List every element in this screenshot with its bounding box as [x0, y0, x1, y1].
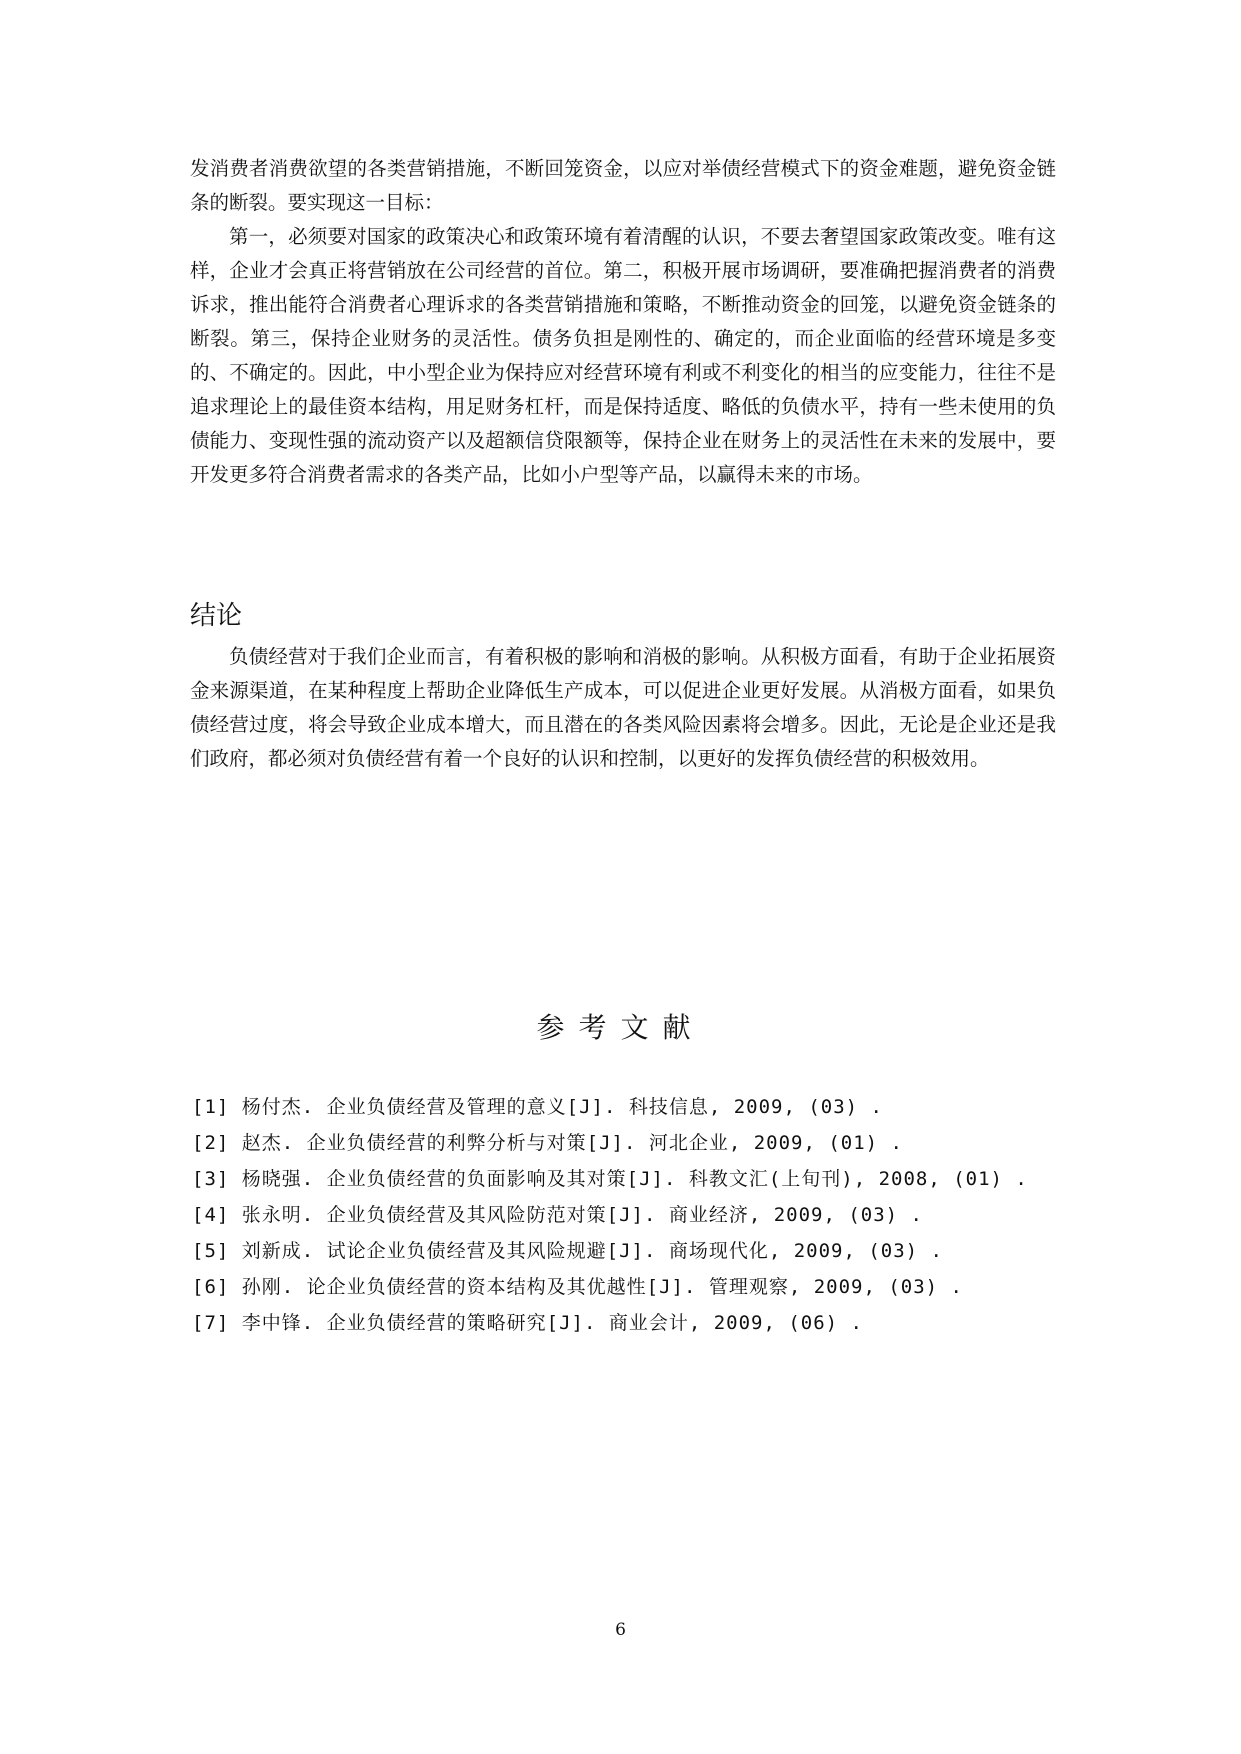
reference-list: [192, 1089, 1092, 1341]
references-title: 参考文献: [536, 1011, 705, 1044]
page-number: 6: [615, 1620, 626, 1640]
reference-item: [6] 孙刚. 论企业负债经营的资本结构及其优越性[J]. 管理观察, 2009, (03) .: [192, 1276, 963, 1298]
reference-item: [5] 刘新成. 试论企业负债经营及其风险规避[J]. 商场现代化, 2009, (03) .: [192, 1240, 943, 1262]
reference-item: [4] 张永明. 企业负债经营及其风险防范对策[J]. 商业经济, 2009, (03) .: [192, 1204, 923, 1226]
conclusion-heading: 结论: [190, 601, 243, 631]
body-text-section: [190, 152, 1056, 492]
paragraph-measures: 第一，必须要对国家的政策决心和政策环境有着清醒的认识，不要去奢望国家政策改变。唯有这样，企业才会真正将营销放在公司经营的首位。第二，积极开展市场调研，要准确把握消费者的消费诉求，推出能符合消费者心理诉求的各类营销措施和策略，不断推动资金的回笼，以避免资金链条的断裂。第三，保持企业财务的灵活性。债务负担是刚性的、确定的，而企业面临的经营环境是多变的、不确定的。因此，中小型企业为保持应对经营环境有利或不利变化的相当的应变能力，往往不是追求理论上的最佳资本结构，用足财务杠杆，而是保持适度、略低的负债水平，持有一些未使用的负债能力、变现性强的流动资产以及超额信贷限额等，保持企业在财务上的灵活性在未来的发展中，要开发更多符合消费者需求的各类产品，比如小户型等产品，以赢得未来的市场。: [190, 225, 1056, 486]
conclusion-section: [190, 640, 1056, 776]
reference-item: [2] 赵杰. 企业负债经营的利弊分析与对策[J]. 河北企业, 2009, (01) .: [192, 1132, 903, 1154]
reference-item: [1] 杨付杰. 企业负债经营及管理的意义[J]. 科技信息, 2009, (03) .: [192, 1096, 883, 1118]
reference-item: [3] 杨晓强. 企业负债经营的负面影响及其对策[J]. 科教文汇(上旬刊), 2008, (01) .: [192, 1168, 1028, 1190]
reference-item: [7] 李中锋. 企业负债经营的策略研究[J]. 商业会计, 2009, (06) .: [192, 1312, 863, 1334]
paragraph-continuation: 发消费者消费欲望的各类营销措施，不断回笼资金，以应对举债经营模式下的资金难题，避免资金链条的断裂。要实现这一目标：: [190, 157, 1056, 214]
conclusion-paragraph: 负债经营对于我们企业而言，有着积极的影响和消极的影响。从积极方面看，有助于企业拓展资金来源渠道，在某种程度上帮助企业降低生产成本，可以促进企业更好发展。从消极方面看，如果负债经营过度，将会导致企业成本增大，而且潜在的各类风险因素将会增多。因此，无论是企业还是我们政府，都必须对负债经营有着一个良好的认识和控制，以更好的发挥负债经营的积极效用。: [190, 645, 1056, 770]
